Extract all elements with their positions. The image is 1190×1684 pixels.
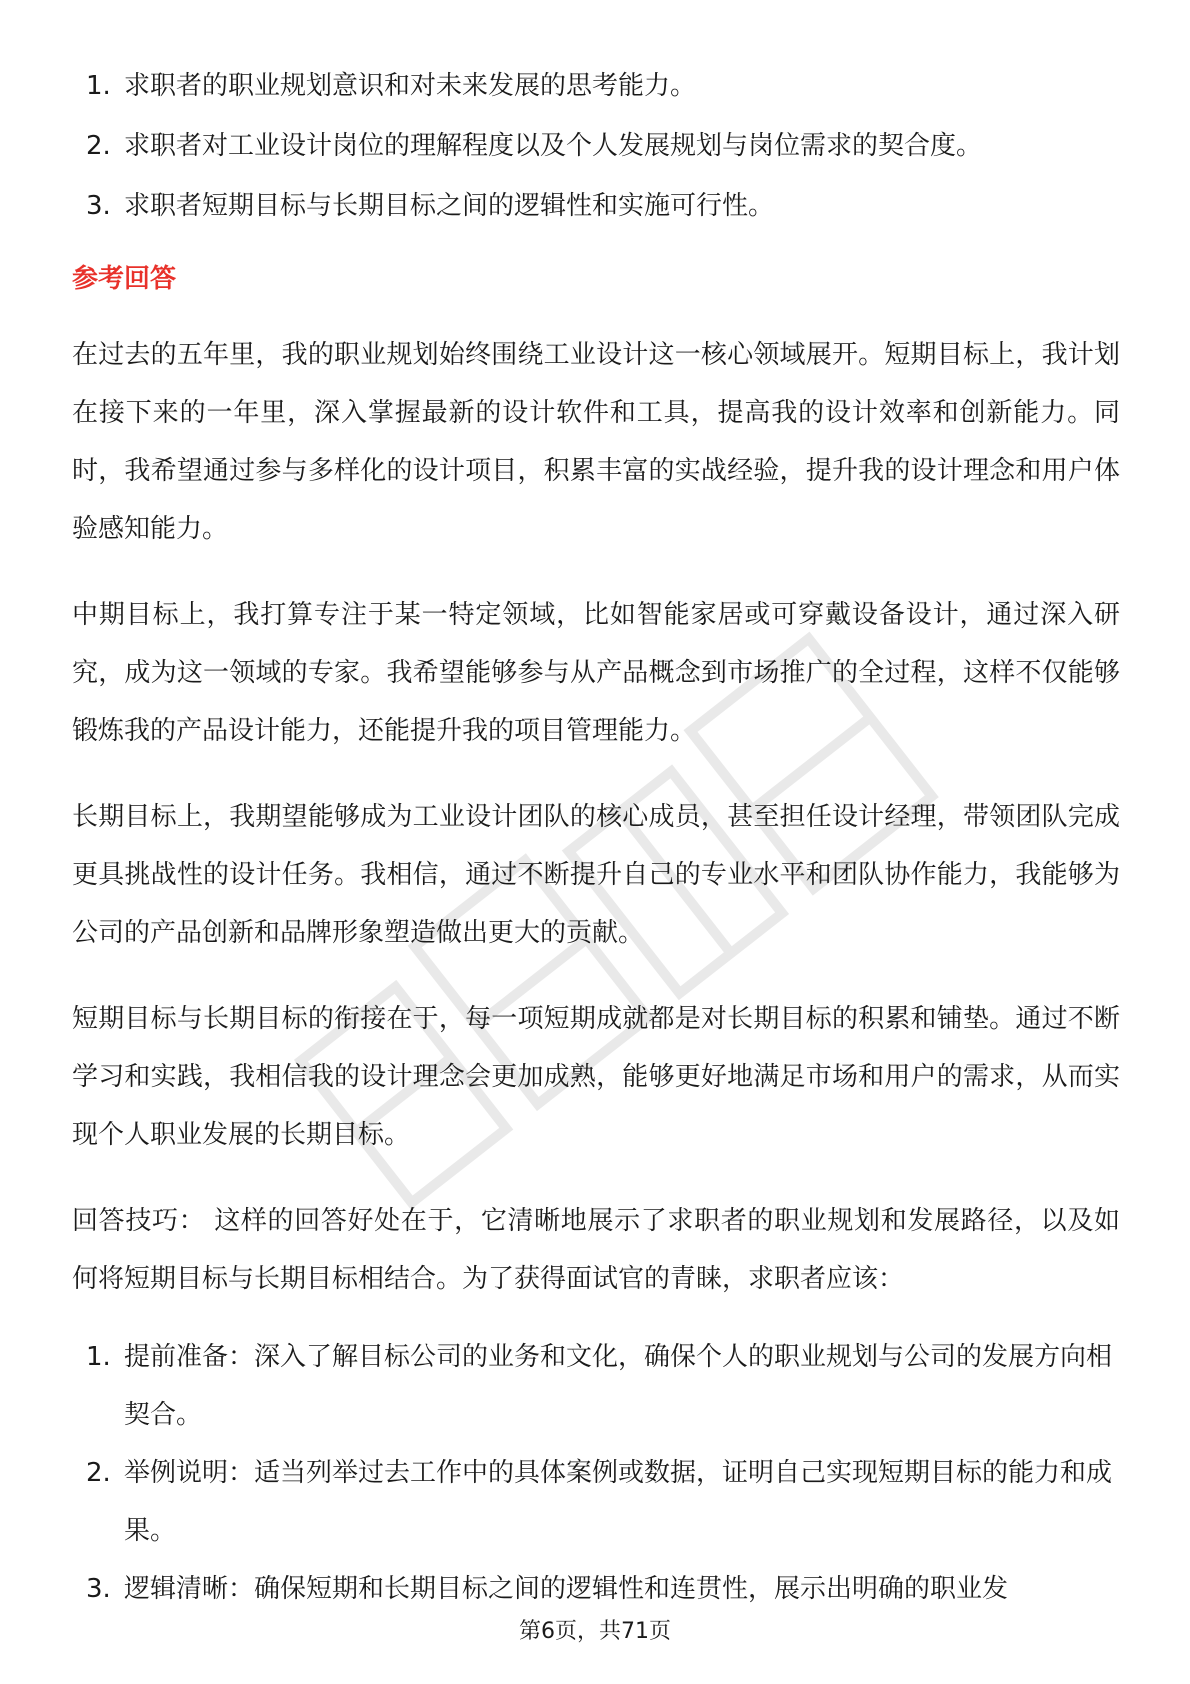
answer-paragraph: 中期目标上，我打算专注于某一特定领域，比如智能家居或可穿戴设备设计，通过深入研究，成为这一领域的专家。我希望能够参与从产品概念到市场推广的全过程，这样不仅能够锻炼我的产品设计能力，还能提升我的项目管理能力。 bbox=[72, 600, 1120, 746]
list-item bbox=[72, 1328, 1120, 1444]
list-item bbox=[72, 116, 1120, 176]
evaluation-points-list bbox=[72, 56, 1120, 236]
list-number: 3. bbox=[86, 1574, 111, 1604]
list-text: 求职者的职业规划意识和对未来发展的思考能力。 bbox=[124, 71, 697, 101]
list-item bbox=[72, 56, 1120, 116]
tips-list bbox=[72, 1328, 1120, 1618]
page-footer: 第6页，共71页 bbox=[519, 1619, 671, 1644]
list-text: 逻辑清晰：确保短期和长期目标之间的逻辑性和连贯性，展示出明确的职业发 bbox=[124, 1574, 1009, 1604]
list-number: 2. bbox=[86, 131, 111, 161]
list-text: 求职者对工业设计岗位的理解程度以及个人发展规划与岗位需求的契合度。 bbox=[124, 131, 983, 161]
list-item bbox=[72, 176, 1120, 236]
list-text: 举例说明：适当列举过去工作中的具体案例或数据，证明自己实现短期目标的能力和成果。 bbox=[124, 1458, 1113, 1546]
list-text: 求职者短期目标与长期目标之间的逻辑性和实施可行性。 bbox=[124, 191, 775, 221]
list-number: 1. bbox=[86, 71, 111, 101]
answer-paragraph: 短期目标与长期目标的衔接在于，每一项短期成就都是对长期目标的积累和铺垫。通过不断学习和实践，我相信我的设计理念会更加成熟，能够更好地满足市场和用户的需求，从而实现个人职业发展的长期目标。 bbox=[72, 1004, 1120, 1150]
answer-paragraph: 在过去的五年里，我的职业规划始终围绕工业设计这一核心领域展开。短期目标上，我计划在接下来的一年里，深入掌握最新的设计软件和工具，提高我的设计效率和创新能力。同时，我希望通过参与多样化的设计项目，积累丰富的实战经验，提升我的设计理念和用户体验感知能力。 bbox=[72, 340, 1120, 544]
list-text: 提前准备：深入了解目标公司的业务和文化，确保个人的职业规划与公司的发展方向相契合。 bbox=[124, 1342, 1113, 1430]
list-item bbox=[72, 1560, 1120, 1618]
answer-paragraph: 长期目标上，我期望能够成为工业设计团队的核心成员，甚至担任设计经理，带领团队完成更具挑战性的设计任务。我相信，通过不断提升自己的专业水平和团队协作能力，我能够为公司的产品创新和品牌形象塑造做出更大的贡献。 bbox=[72, 802, 1120, 948]
tips-intro-paragraph: 回答技巧： 这样的回答好处在于，它清晰地展示了求职者的职业规划和发展路径，以及如何将短期目标与长期目标相结合。为了获得面试官的青睐，求职者应该： bbox=[72, 1206, 1120, 1294]
list-number: 1. bbox=[86, 1342, 111, 1372]
section-title: 参考回答 bbox=[72, 264, 177, 294]
list-item bbox=[72, 1444, 1120, 1560]
list-number: 3. bbox=[86, 191, 111, 221]
content-area bbox=[72, 56, 1120, 1618]
list-number: 2. bbox=[86, 1458, 111, 1488]
